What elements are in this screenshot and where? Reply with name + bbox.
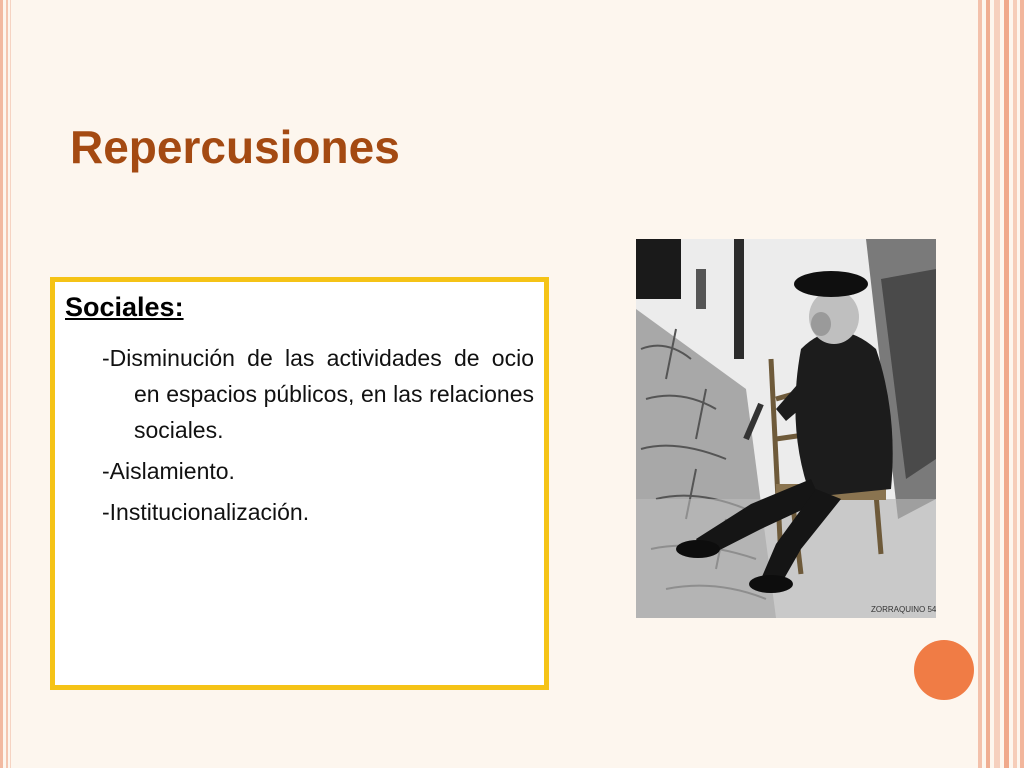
section-heading: Sociales: [65,292,184,322]
right-border-stripe [1004,0,1009,768]
slide-title: Repercusiones [70,121,400,173]
left-border-stripe [0,0,3,768]
right-border-stripe [978,0,982,768]
left-border-stripe [6,0,8,768]
content-box [50,277,549,690]
right-border-stripe [994,0,1000,768]
photo-signature: ZORRAQUINO 54 [871,605,936,614]
list-item: -Institucionalización. [102,499,310,525]
right-border-stripe [1020,0,1024,768]
list-item: -Disminución de las actividades de ocio en espacios públicos, en las relaciones sociales. [102,345,534,443]
right-border-stripe [986,0,990,768]
list-item: -Aislamiento. [102,458,235,484]
elderly-man-photo [636,239,936,618]
bullet-list [102,340,534,535]
right-border-stripe [1013,0,1017,768]
left-border-stripe [10,0,11,768]
decorative-circle [914,640,974,700]
